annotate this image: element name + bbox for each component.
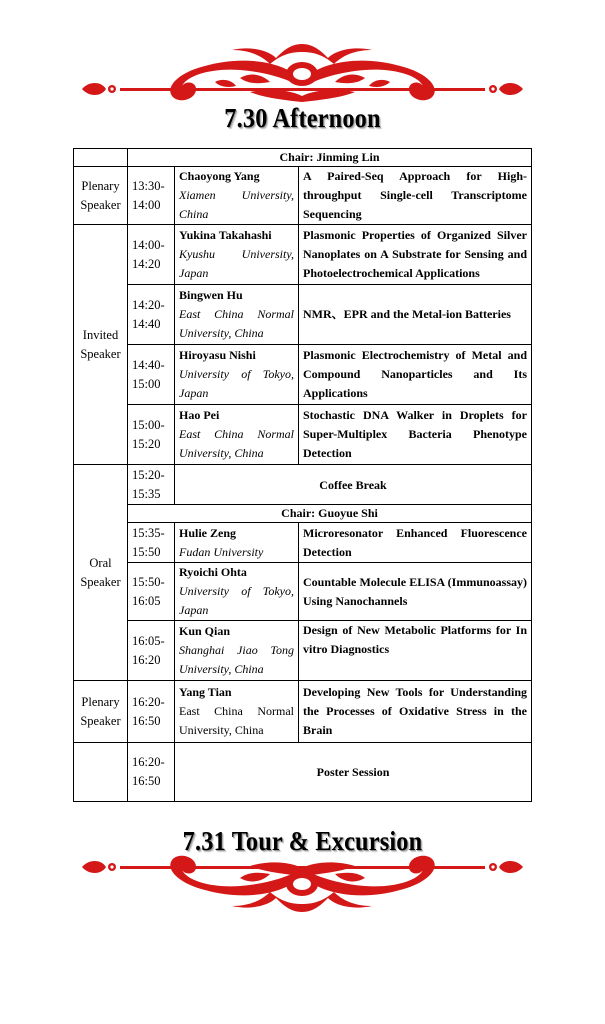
top-scroll-ornament-icon (0, 38, 605, 108)
time-start: 14:20- (132, 297, 165, 312)
table-row (74, 743, 532, 802)
time-end: 14:40 (132, 316, 161, 331)
speaker-cell (175, 681, 299, 743)
role-label: Speaker (80, 197, 121, 212)
time-start: 13:30- (132, 178, 165, 193)
speaker-cell (175, 345, 299, 405)
table-row (74, 225, 532, 285)
role-cell-empty (74, 743, 128, 802)
speaker-name: Hao Pei (179, 408, 220, 422)
schedule-table (73, 148, 532, 802)
time-cell (128, 167, 175, 225)
speaker-name: Yukina Takahashi (179, 228, 272, 242)
time-end: 14:20 (132, 256, 161, 271)
time-cell (128, 743, 175, 802)
role-cell (74, 225, 128, 465)
time-cell (128, 225, 175, 285)
chair-row (74, 149, 532, 167)
time-cell (128, 465, 175, 505)
table-row (74, 681, 532, 743)
time-end: 16:50 (132, 774, 161, 788)
time-end: 15:20 (132, 436, 161, 451)
role-label: Plenary (81, 694, 120, 709)
speaker-affiliation: Xiamen University, China (179, 188, 294, 221)
time-start: 14:00- (132, 237, 165, 252)
bottom-scroll-ornament-icon (0, 848, 605, 918)
table-row (74, 405, 532, 465)
coffee-break-label: Coffee Break (175, 465, 532, 505)
chair-label: Chair: Jinming Lin (128, 149, 532, 167)
table-row (74, 563, 532, 621)
table-row (74, 167, 532, 225)
time-cell (128, 285, 175, 345)
role-label: Speaker (80, 574, 121, 589)
time-start: 15:50- (132, 574, 165, 589)
speaker-affiliation: East China Normal University, China (179, 307, 294, 340)
role-label: Oral (89, 555, 112, 570)
speaker-affiliation: University of Tokyo, Japan (179, 367, 294, 400)
role-label: Plenary (81, 178, 120, 193)
time-end: 15:00 (132, 376, 161, 391)
time-end: 16:20 (132, 652, 161, 667)
heading-excursion: 7.31 Tour & Excursion (182, 826, 423, 856)
talk-title: NMR、EPR and the Metal-ion Batteries (299, 285, 532, 345)
speaker-cell (175, 285, 299, 345)
time-end: 15:50 (132, 544, 161, 559)
table-row (74, 621, 532, 681)
time-start: 16:05- (132, 633, 165, 648)
role-cell (74, 167, 128, 225)
role-label: Speaker (80, 346, 121, 361)
time-end: 16:05 (132, 593, 161, 608)
speaker-name: Bingwen Hu (179, 288, 243, 302)
speaker-cell (175, 523, 299, 563)
speaker-cell (175, 621, 299, 681)
speaker-name: Chaoyong Yang (179, 169, 260, 183)
time-cell (128, 681, 175, 743)
time-end: 15:35 (132, 486, 161, 501)
table-row (74, 465, 532, 505)
time-cell (128, 345, 175, 405)
table-row (74, 345, 532, 405)
chair-row (74, 505, 532, 523)
speaker-cell (175, 563, 299, 621)
speaker-name: Yang Tian (179, 685, 232, 699)
heading-afternoon: 7.30 Afternoon (224, 103, 381, 133)
time-cell (128, 405, 175, 465)
role-cell (74, 681, 128, 743)
role-label: Speaker (80, 713, 121, 728)
speaker-name: Hiroyasu Nishi (179, 348, 256, 362)
chair-label: Chair: Guoyue Shi (128, 505, 532, 523)
poster-session-label: Poster Session (175, 743, 532, 802)
speaker-cell (175, 405, 299, 465)
table-row (74, 523, 532, 563)
speaker-cell (175, 225, 299, 285)
speaker-affiliation: Fudan University (179, 544, 264, 559)
time-end: 14:00 (132, 197, 161, 212)
talk-title: A Paired-Seq Approach for High-throughput Single-cell Transcriptome Sequencing (299, 167, 532, 225)
talk-title: Microresonator Enhanced Fluorescence Detection (299, 523, 532, 563)
role-cell-empty (74, 149, 128, 167)
time-cell (128, 563, 175, 621)
time-start: 15:35- (132, 525, 165, 540)
talk-title: Design of New Metabolic Platforms for In vitro Diagnostics (299, 621, 532, 681)
speaker-name: Ryoichi Ohta (179, 565, 247, 579)
speaker-affiliation: Kyushu University, Japan (179, 247, 294, 280)
speaker-cell (175, 167, 299, 225)
time-start: 15:00- (132, 417, 165, 432)
time-cell (128, 523, 175, 563)
speaker-affiliation: Shanghai Jiao Tong University, China (179, 643, 294, 676)
talk-title: Stochastic DNA Walker in Droplets for Super-Multiplex Bacteria Phenotype Detection (299, 405, 532, 465)
talk-title: Developing New Tools for Understanding the Processes of Oxidative Stress in the Brain (299, 681, 532, 743)
talk-title: Plasmonic Electrochemistry of Metal and Compound Nanoparticles and Its Applications (299, 345, 532, 405)
role-label: Invited (82, 327, 119, 342)
speaker-affiliation: East China Normal University, China (179, 427, 294, 460)
speaker-affiliation: East China Normal University, China (179, 704, 294, 737)
role-cell (74, 465, 128, 681)
time-cell (128, 621, 175, 681)
speaker-name: Kun Qian (179, 624, 231, 638)
time-start: 14:40- (132, 357, 165, 372)
table-row (74, 285, 532, 345)
time-end: 16:50 (132, 713, 161, 728)
speaker-affiliation: University of Tokyo, Japan (179, 584, 294, 617)
talk-title: Countable Molecule ELISA (Immunoassay) Using Nanochannels (299, 563, 532, 621)
talk-title: Plasmonic Properties of Organized Silver Nanoplates on A Substrate for Sensing and Photoelectrochemical Applications (299, 225, 532, 285)
speaker-name: Hulie Zeng (179, 525, 237, 540)
time-start: 16:20- (132, 755, 165, 769)
time-start: 15:20- (132, 467, 165, 482)
time-start: 16:20- (132, 694, 165, 709)
